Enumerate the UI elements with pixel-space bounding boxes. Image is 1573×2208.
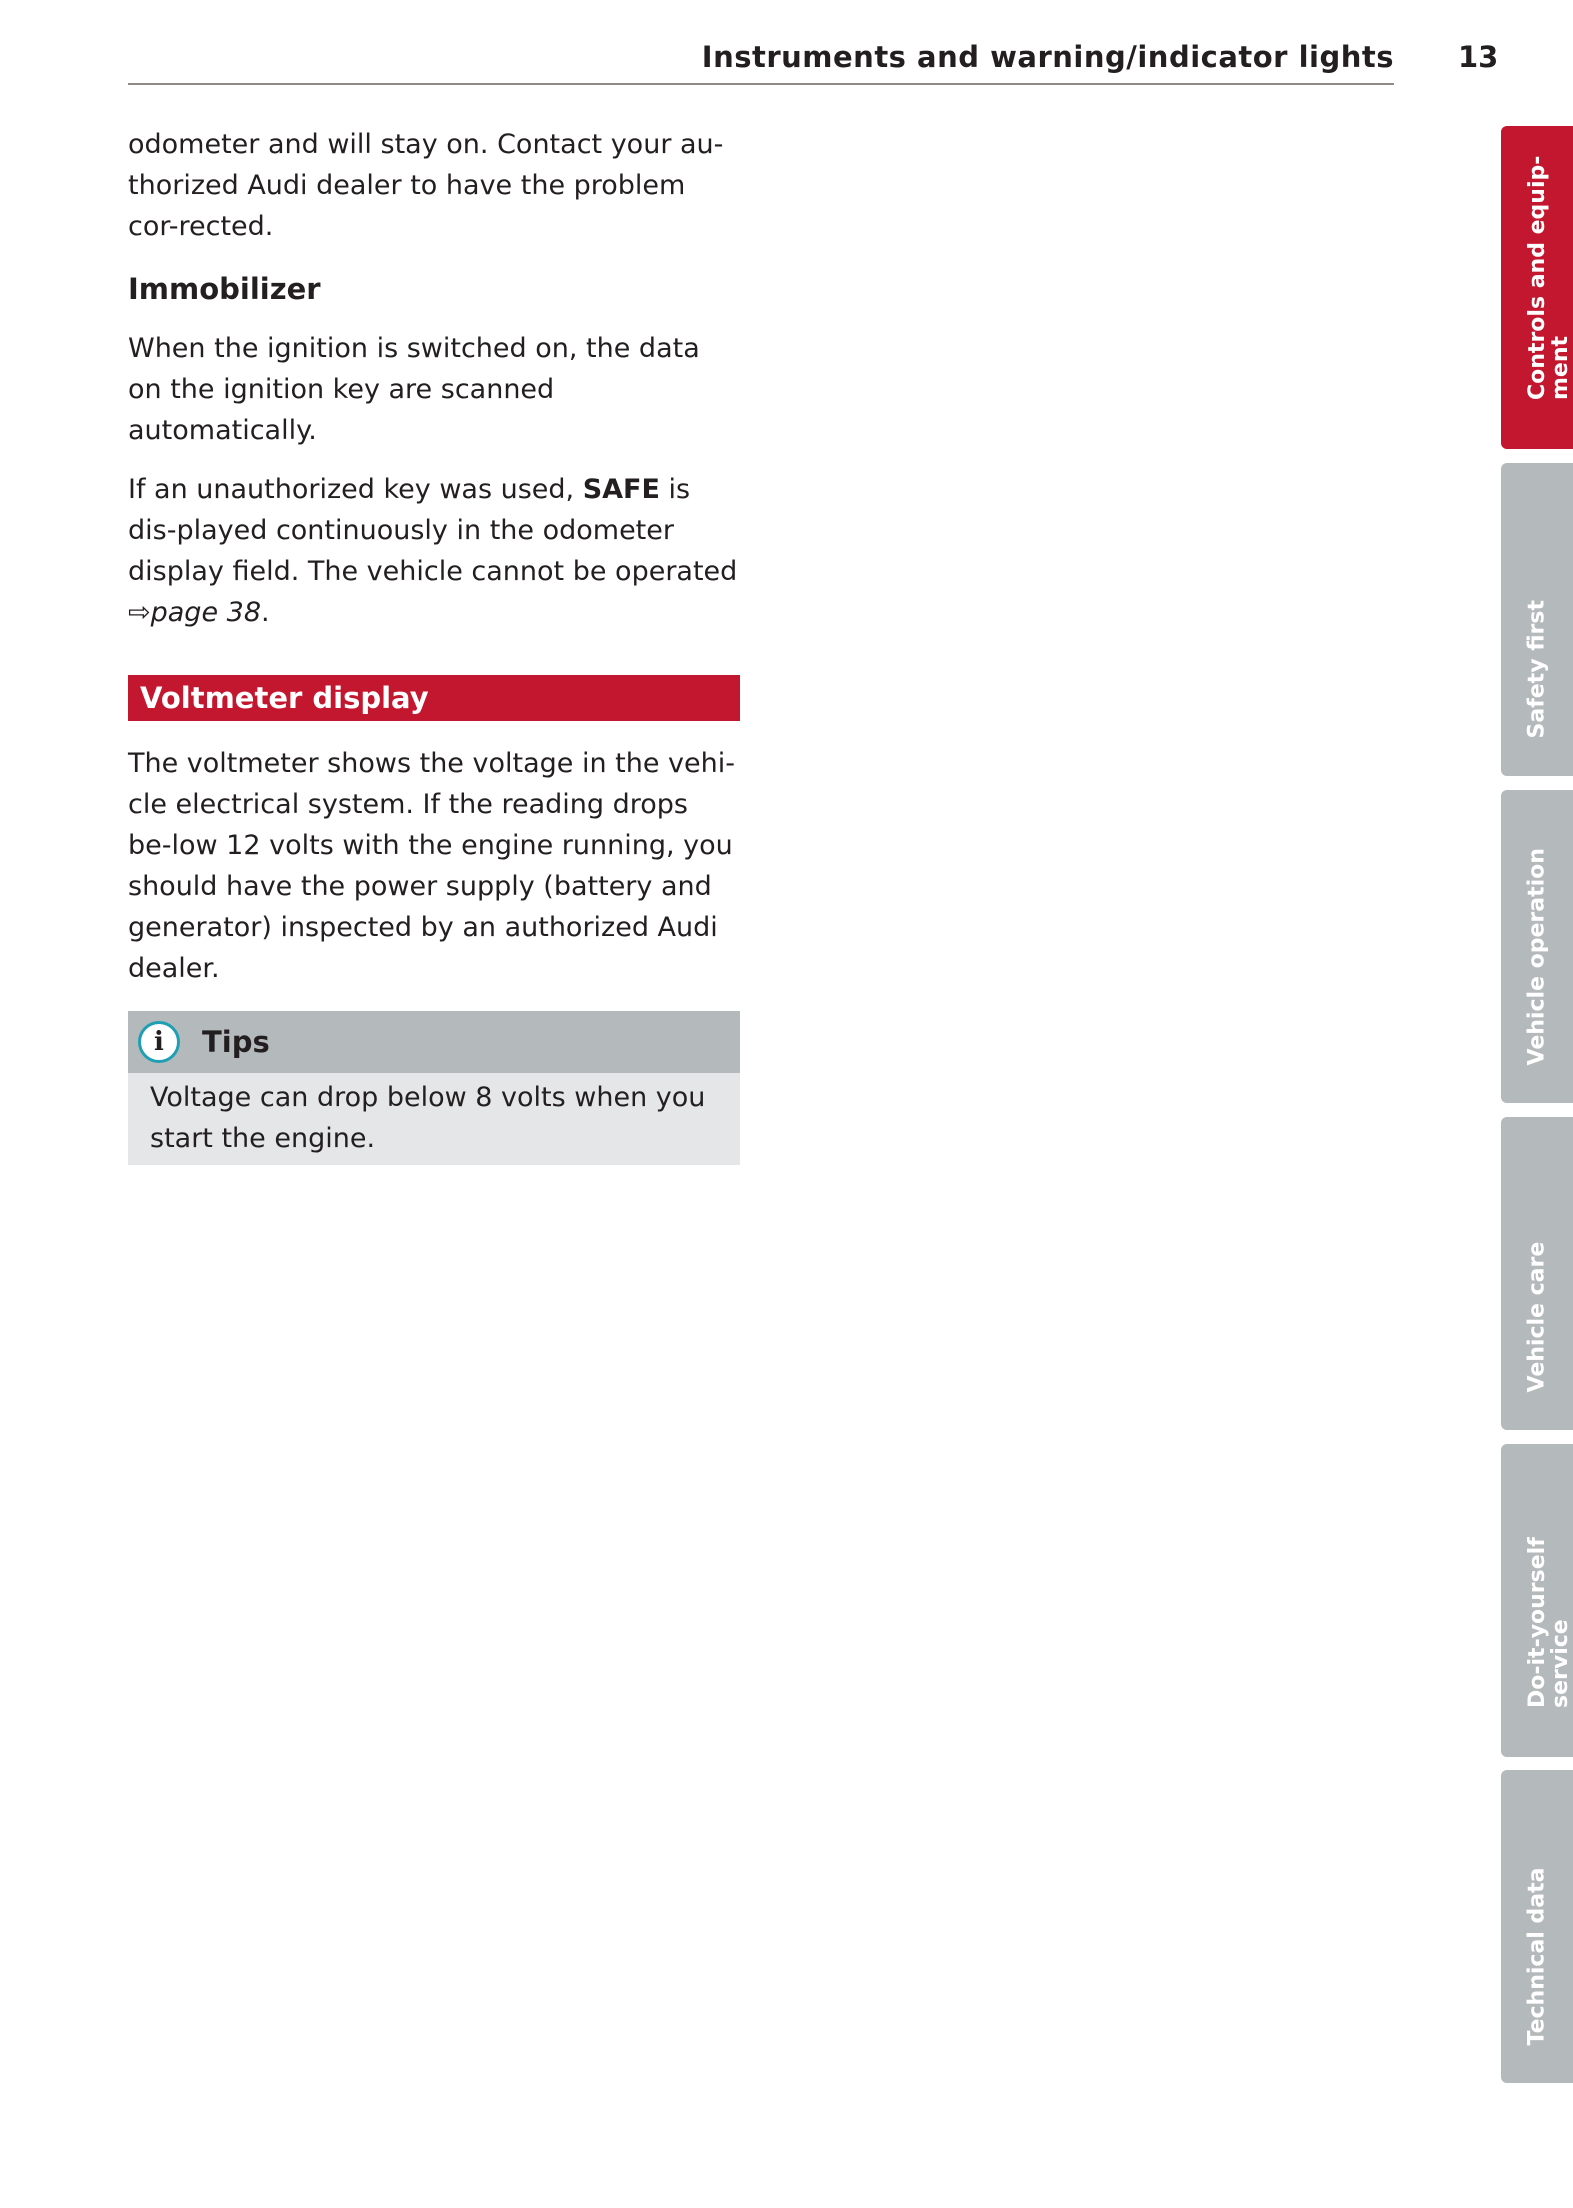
tab-label: Vehicle operation — [1524, 848, 1550, 1066]
tips-text: Voltage can drop below 8 volts when you start the engine. — [128, 1073, 740, 1165]
tab-do-it-yourself-service[interactable] — [1501, 1444, 1573, 1757]
info-icon: i — [138, 1021, 180, 1063]
immobilizer-text-before: If an unauthorized key was used, — [128, 474, 583, 505]
main-text-column — [128, 124, 740, 1165]
header-divider — [128, 83, 1394, 85]
tab-label: Technical data — [1524, 1867, 1550, 2046]
voltmeter-paragraph: The voltmeter shows the voltage in the vehi-cle electrical system. If the reading drops be-low 12 volts with the engine running, you should have the power supply (battery and generator) inspected by an authorized Audi dealer. — [128, 748, 735, 984]
immobilizer-heading: Immobilizer — [128, 272, 321, 306]
arrow-right-icon: ⇨ — [128, 597, 151, 628]
tips-box — [128, 1011, 740, 1165]
tab-safety-first[interactable] — [1501, 463, 1573, 776]
immobilizer-paragraph-1: When the ignition is switched on, the data on the ignition key are scanned automatically. — [128, 333, 700, 446]
tips-header — [128, 1011, 740, 1073]
tips-label: Tips — [202, 1024, 270, 1059]
section-heading-voltmeter: Voltmeter display — [128, 675, 740, 721]
safe-keyword: SAFE — [582, 474, 660, 505]
tab-controls-and-equipment[interactable] — [1501, 126, 1573, 449]
immobilizer-text-after: is dis-played continuously in the odometer display field. The vehicle cannot be operated — [128, 474, 738, 587]
tab-label: Do-it-yourself service — [1525, 1537, 1573, 1708]
immobilizer-paragraph-2 — [128, 469, 740, 633]
tab-vehicle-care[interactable] — [1501, 1117, 1573, 1430]
tab-vehicle-operation[interactable] — [1501, 790, 1573, 1103]
running-header-title: Instruments and warning/indicator lights — [701, 40, 1394, 74]
tab-label: Vehicle care — [1524, 1241, 1550, 1393]
intro-paragraph: odometer and will stay on. Contact your au-thorized Audi dealer to have the problem cor-rected. — [128, 129, 724, 242]
page-number: 13 — [1458, 40, 1499, 74]
page-reference-text: page 38 — [150, 597, 261, 628]
tab-technical-data[interactable] — [1501, 1770, 1573, 2083]
tab-label: Controls and equip- ment — [1525, 155, 1573, 400]
tab-label: Safety first — [1524, 600, 1550, 739]
page-cross-reference[interactable] — [128, 597, 261, 628]
reference-period: . — [261, 597, 270, 628]
